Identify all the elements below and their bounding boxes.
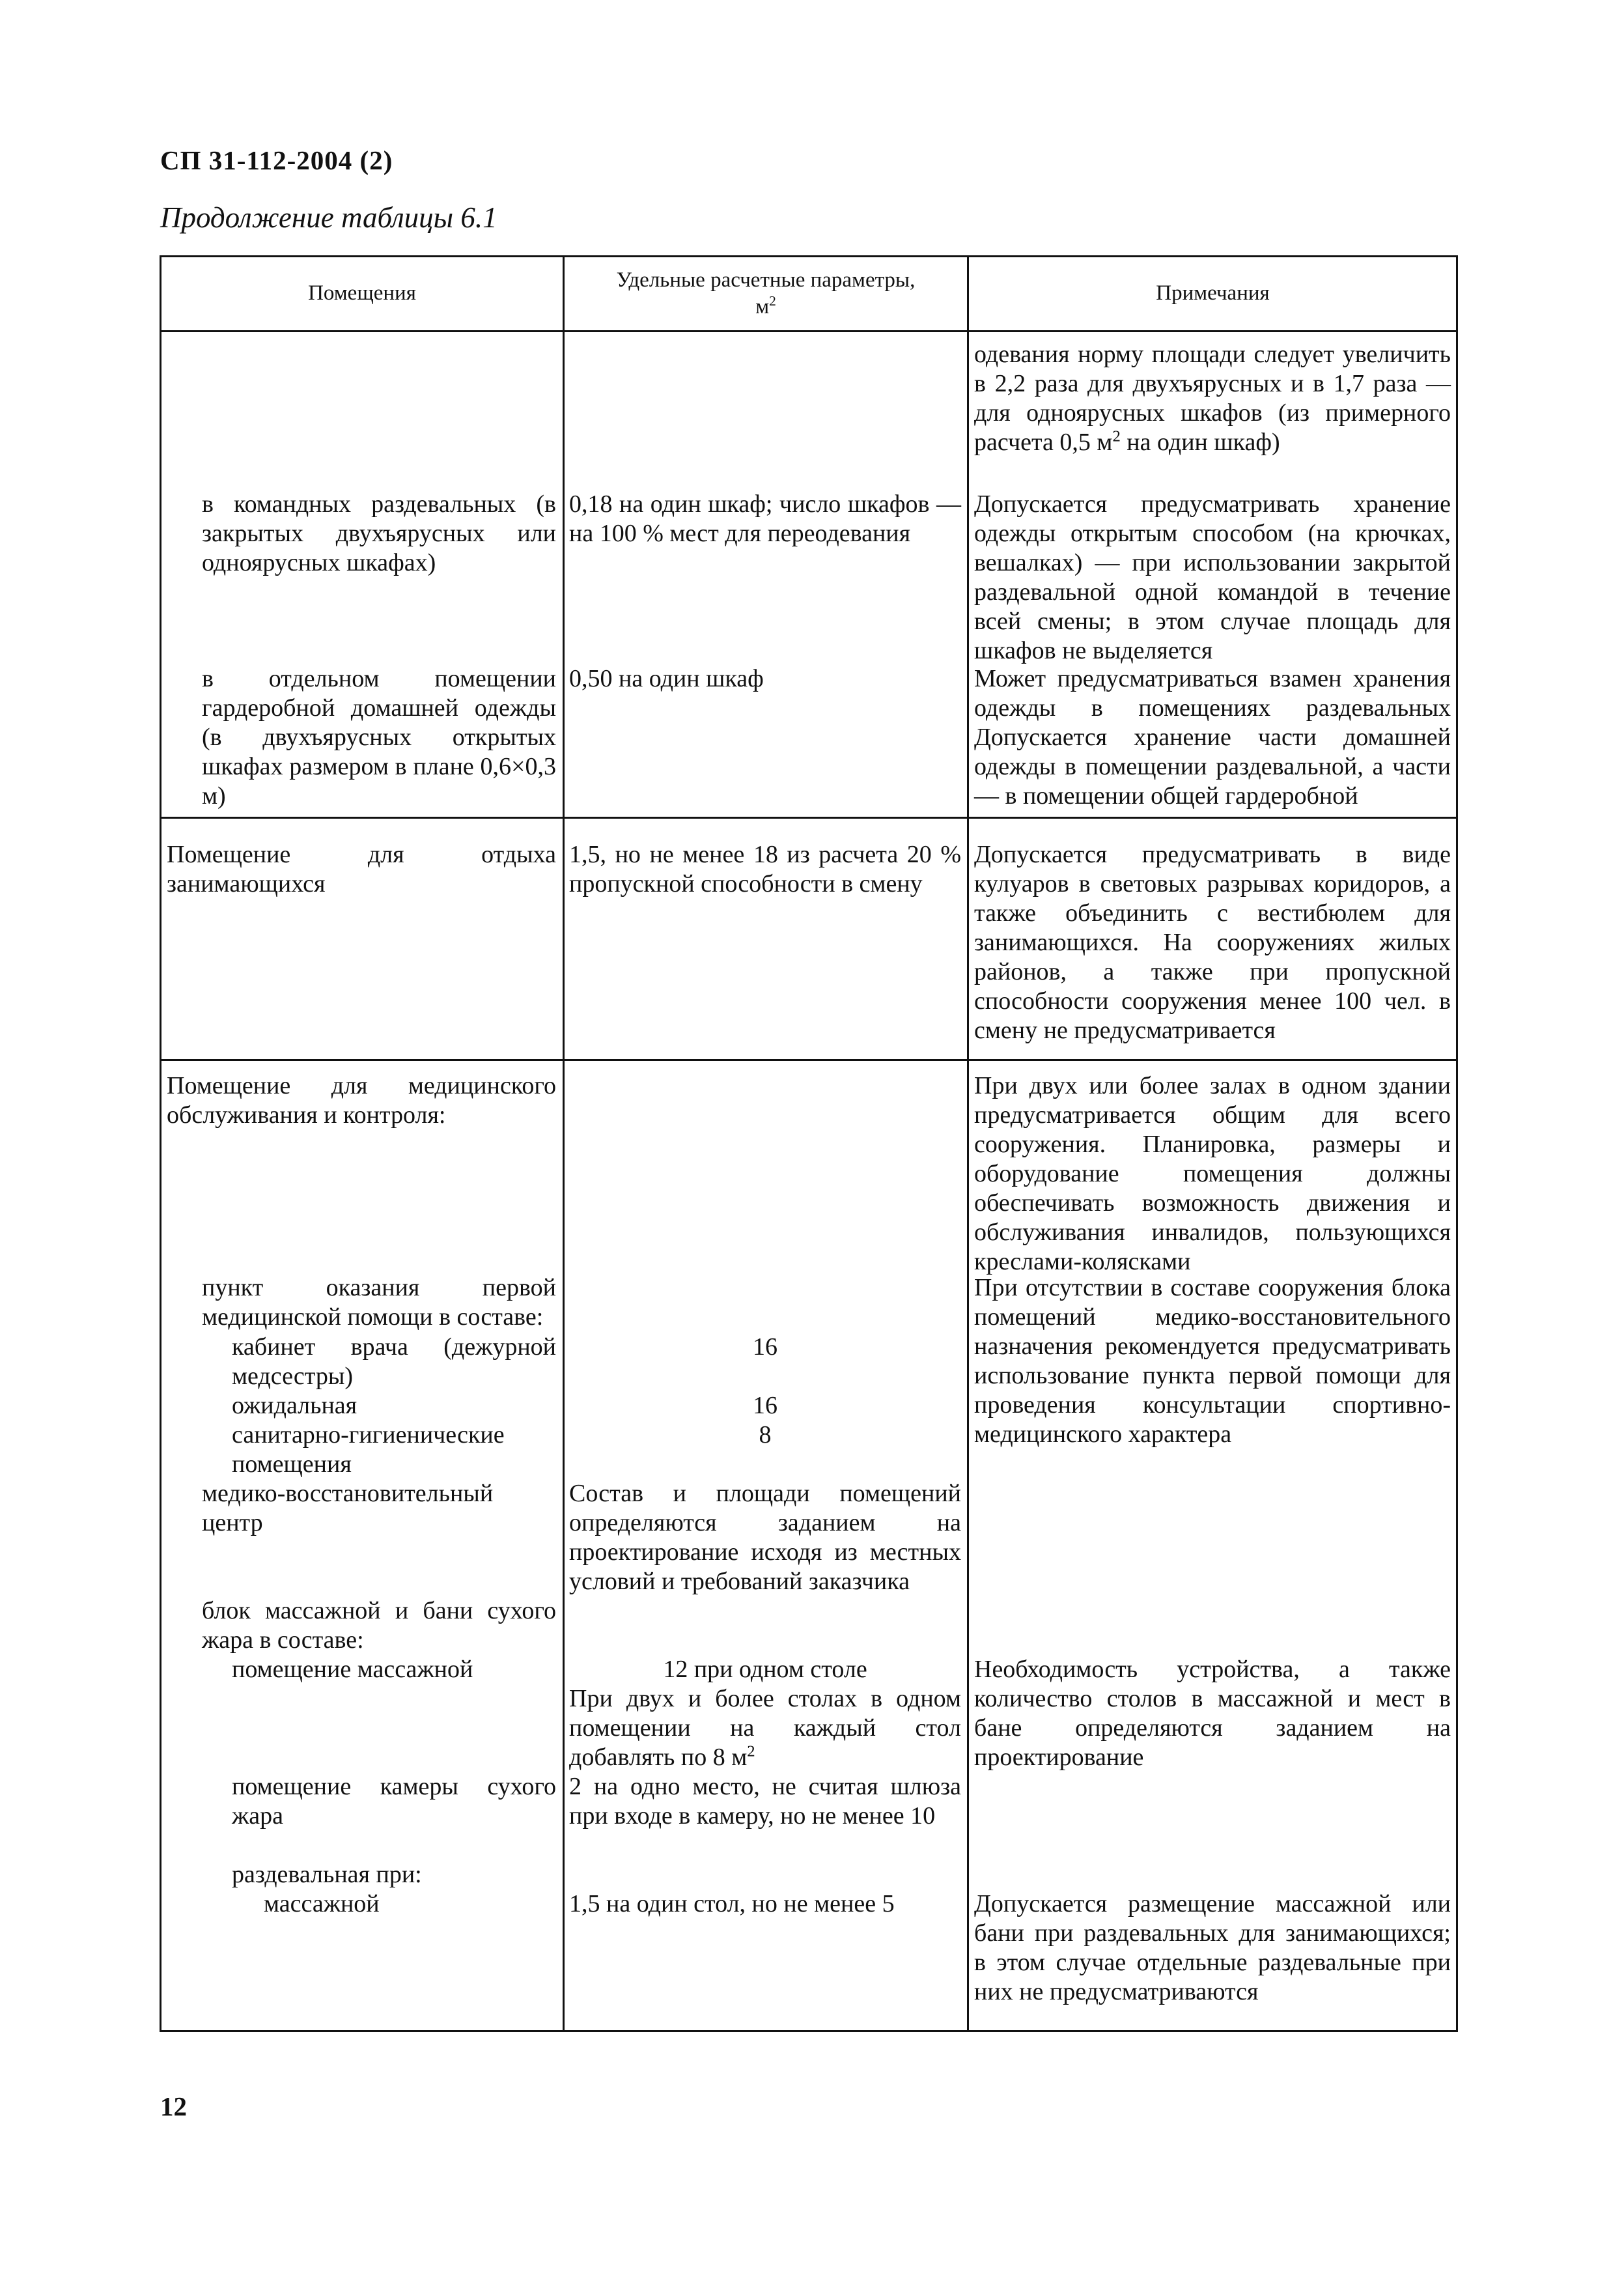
param-home-wardrobe: 0,50 на один шкаф xyxy=(569,665,764,692)
column-divider xyxy=(967,255,969,2032)
column-header-parameters-label: Удельные расчетные параметры, xyxy=(616,268,916,292)
document-code: СП 31-112-2004 (2) xyxy=(160,145,393,175)
room-changing-title: раздевальная при: xyxy=(232,1861,422,1888)
room-massage-block: блок массажной и бани сухого жара в составе: xyxy=(202,1597,556,1654)
param-team-changing: 0,18 на один шкаф; число шкафов — на 100 % мест для переодевания xyxy=(569,490,961,547)
room-massage: помещение массажной xyxy=(232,1656,473,1683)
room-rehab-center: медико-восстановительный центр xyxy=(202,1480,494,1536)
value-waiting: 16 xyxy=(753,1392,777,1419)
page-number: 12 xyxy=(160,2091,187,2121)
note-home-wardrobe: Может предусматриваться взамен хранения одежды в помещениях раздевальных Допускается хранение части домашней одежды в помещении раздевальной, а части — в помещении общей гардеробной xyxy=(974,665,1451,810)
note-continuation-text: одевания норму площади следует увеличить в 2,2 раза для двухъярусных и в 1,7 раза — для одноярусных шкафов (из примерного расчета 0,5 $м^2$ на один шкаф) xyxy=(974,341,1451,456)
room-changing-massage: массажной xyxy=(264,1890,380,1917)
param-massage-multiple-text: При двух и более столах в одном помещении на каждый стол добавлять по 8 $м^2$ xyxy=(569,1685,961,1771)
room-medical: Помещение для медицинского обслуживания и контроля: xyxy=(167,1072,556,1129)
unit-label: $м^2$ xyxy=(755,293,776,318)
param-changing-massage: 1,5 на один стол, но не менее 5 xyxy=(569,1890,895,1917)
row-divider xyxy=(160,1059,1458,1061)
column-header-notes: Примечания xyxy=(1156,281,1270,305)
note-team-changing: Допускается предусматривать хранение одежды открытым способом (на крючках, вешалках) — при использовании закрытой раздевальной одной командой в течение всей смены; в этом случае площадь для шкафов не выделяется xyxy=(974,490,1451,664)
room-home-wardrobe: в отдельном помещении гардеробной домашней одежды (в двухъярусных открытых шкафах размером в плане 0,6×0,3 м) xyxy=(202,665,556,810)
note-continuation xyxy=(974,340,1451,457)
row-divider xyxy=(160,817,1458,819)
param-rehab-center: Состав и площади помещений определяются заданием на проектирование исходя из местных условий и требований заказчика xyxy=(569,1480,961,1595)
param-rest-area: 1,5, но не менее 18 из расчета 20 % пропускной способности в смену xyxy=(569,841,961,898)
room-sauna: помещение камеры сухого жара xyxy=(232,1773,556,1830)
param-sauna: 2 на одно место, не считая шлюза при входе в камеру, но не менее 10 xyxy=(569,1773,961,1830)
param-massage-single: 12 при одном столе xyxy=(663,1656,867,1683)
table-caption: Продолжение таблицы 6.1 xyxy=(160,201,497,234)
note-rest-area: Допускается предусматривать в виде кулуаров в световых разрывах коридоров, а также объединить с вестибюлем для занимающихся. На сооружениях жилых районов, а также при пропускной способности сооружения менее 100 чел. в смену не предусматривается xyxy=(974,841,1451,1044)
column-header-parameters-text xyxy=(610,267,922,321)
note-medical: При двух или более залах в одном здании предусматривается общим для всего сооружения. Планировка, размеры и оборудование помещения должны обеспечивать возможность движения и обслуживания инвалидов, пользующихся креслами-колясками xyxy=(974,1072,1451,1275)
room-first-aid: пункт оказания первой медицинской помощи в составе: xyxy=(202,1274,556,1331)
column-header-rooms: Помещения xyxy=(308,281,416,305)
room-rest-area: Помещение для отдыха занимающихся xyxy=(167,841,556,898)
header-divider xyxy=(160,330,1458,332)
column-divider xyxy=(563,255,565,2032)
room-doctor-office: кабинет врача (дежурной медсестры) xyxy=(232,1333,556,1390)
note-first-aid: При отсутствии в составе сооружения блока помещений медико-восстановительного назначения рекомендуется предусматривать использование пункта первой помощи для проведения консультации спортивно-медицинского характера xyxy=(974,1274,1451,1448)
room-sanitary: санитарно-гигиенические помещения xyxy=(232,1421,505,1478)
value-sanitary: 8 xyxy=(759,1421,772,1449)
room-waiting: ожидальная xyxy=(232,1392,357,1419)
note-changing-massage: Допускается размещение массажной или бани при раздевальных для занимающихся; в этом случае отдельные раздевальные при них не предусматриваются xyxy=(974,1890,1451,2005)
room-team-changing: в командных раздевальных (в закрытых двухъярусных или одноярусных шкафах) xyxy=(202,490,556,576)
column-header-parameters xyxy=(567,258,965,330)
param-massage-multiple xyxy=(569,1684,961,1772)
value-doctor-office: 16 xyxy=(753,1333,777,1361)
note-massage: Необходимость устройства, а также количество столов в массажной и мест в бане определяются заданием на проектирование xyxy=(974,1656,1451,1771)
